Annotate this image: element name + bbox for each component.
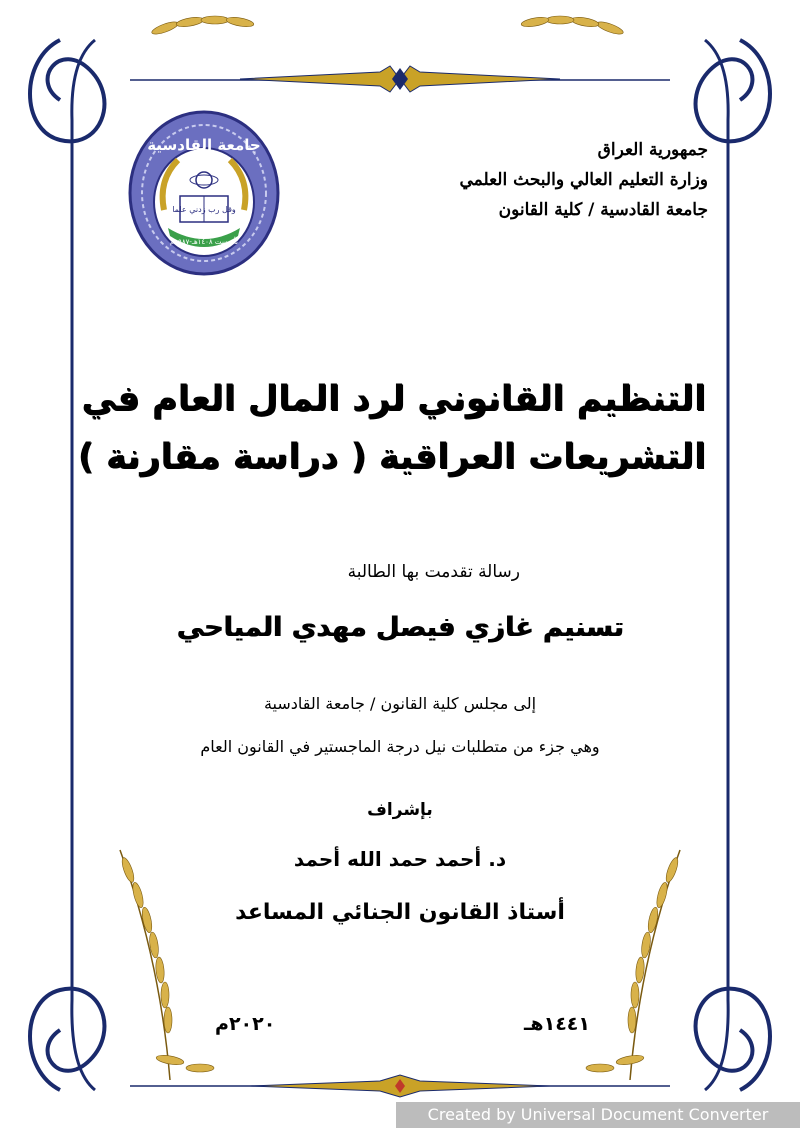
- title-line-1: التنظيم القانوني لرد المال العام في: [81, 379, 706, 419]
- supervisor-name: د. أحمد حمد الله أحمد: [293, 847, 507, 871]
- university-college-line: جامعة القادسية / كلية القانون: [498, 200, 708, 220]
- country-line: جمهورية العراق: [597, 140, 708, 160]
- thesis-title: [70, 370, 710, 486]
- submission-intro: رسالة تقدمت بها الطالبة: [347, 562, 520, 582]
- ministry-line: وزارة التعليم العالي والبحث العلمي: [459, 170, 708, 190]
- supervision-label: بإشراف: [367, 800, 433, 820]
- svg-text:وقل رب زدني علما: وقل رب زدني علما: [172, 205, 236, 214]
- university-seal: [128, 110, 280, 276]
- student-name: تسنيم غازي فيصل مهدي المياحي: [176, 612, 624, 643]
- institution-header: [408, 135, 708, 225]
- gregorian-date: ٢٠٢٠م: [215, 1013, 276, 1035]
- hijri-date: ١٤٤١هـ: [523, 1013, 590, 1035]
- svg-text:تأسست ١٤٠٨هـ-١٩٨٧م: تأسست ١٤٠٨هـ-١٩٨٧م: [169, 238, 239, 246]
- supervisor-title: أستاذ القانون الجنائي المساعد: [235, 900, 565, 925]
- degree-requirement-line: وهي جزء من متطلبات نيل درجة الماجستير في القانون العام: [200, 737, 600, 756]
- title-line-2: التشريعات العراقية ( دراسة مقارنة ): [77, 437, 706, 477]
- council-line: إلى مجلس كلية القانون / جامعة القادسية: [263, 694, 537, 713]
- converter-watermark: Created by Universal Document Converter: [396, 1102, 800, 1128]
- svg-text:جامعة القادسية: جامعة القادسية: [147, 136, 261, 154]
